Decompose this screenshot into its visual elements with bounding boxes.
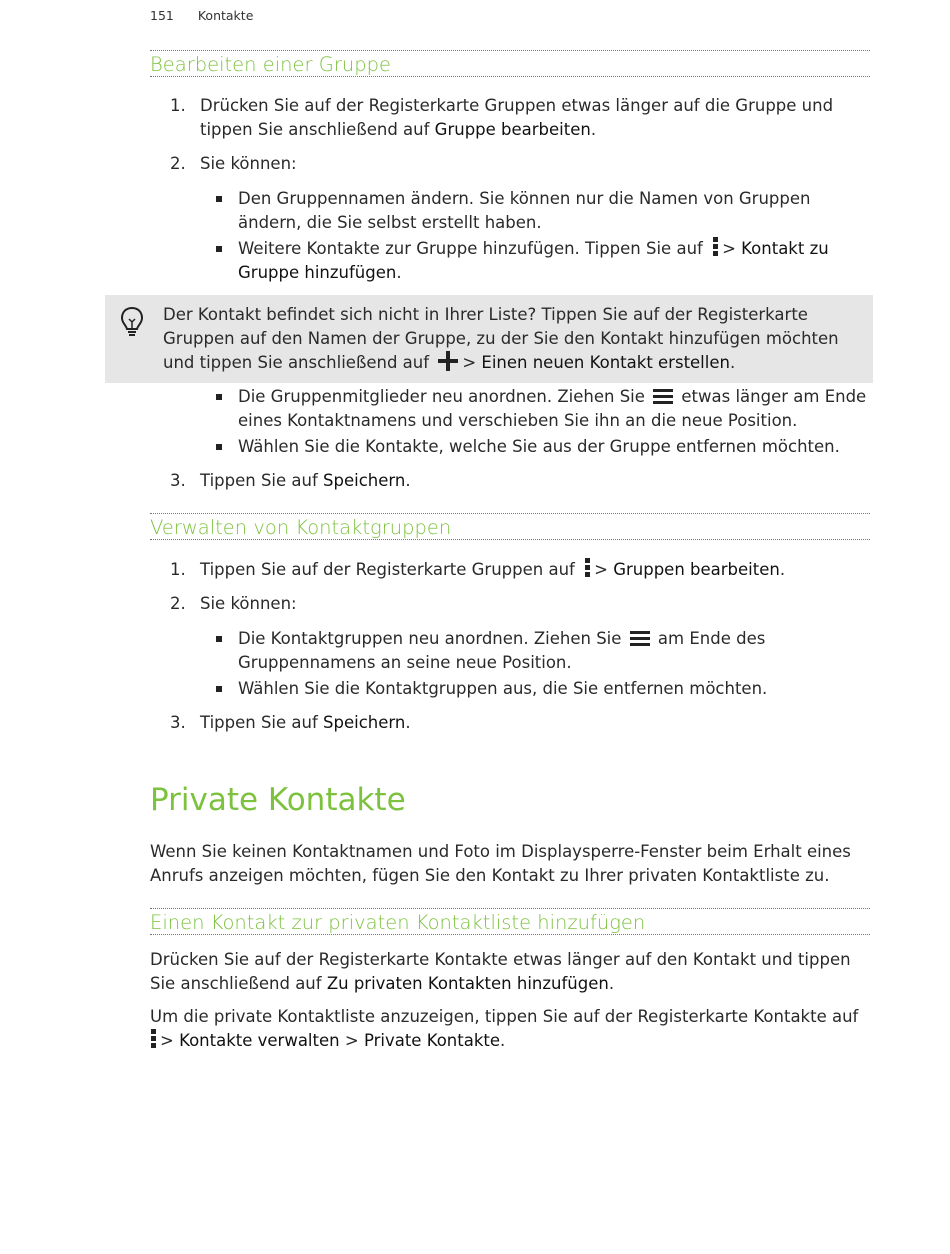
- section-title-edit-group: Bearbeiten einer Gruppe: [150, 50, 870, 77]
- chapter-title: Kontakte: [197, 8, 254, 23]
- page-header: [150, 8, 253, 23]
- private-intro: Wenn Sie keinen Kontaktnamen und Foto im Displaysperre-Fenster beim Erhalt eines Anrufs anzeigen möchten, fügen Sie den Kontakt zu Ihrer privaten Kontaktliste zu.: [150, 842, 851, 885]
- page-number: 151: [150, 8, 174, 23]
- bullet-dot: [216, 444, 222, 450]
- step-number: 2.: [170, 594, 186, 613]
- step-number: 1.: [170, 96, 186, 115]
- step-text: Sie können:: [200, 154, 297, 173]
- menu-icon: [712, 237, 718, 257]
- menu-icon: [150, 1029, 156, 1049]
- step-text: Drücken Sie auf der Registerkarte Gruppen etwas länger auf die Gruppe und tippen Sie anschließend auf Gruppe bearbeiten.: [200, 96, 834, 139]
- lightbulb-icon: [119, 305, 145, 341]
- step-number: 3.: [170, 713, 186, 732]
- tip-box: [105, 295, 873, 383]
- drag-handle-icon: [653, 388, 673, 404]
- section-title-manage-groups: Verwalten von Kontaktgruppen: [150, 513, 870, 540]
- step-number: 3.: [170, 471, 186, 490]
- bullet-dot: [216, 636, 222, 642]
- tip-text: Der Kontakt befindet sich nicht in Ihrer Liste? Tippen Sie auf der Registerkarte Gruppen auf den Namen der Gruppe, zu der Sie den Kontakt hinzufügen möchten und tippen Sie anschließend auf > Einen neuen Kontakt erstellen.: [163, 305, 839, 372]
- bullet-dot: [216, 196, 222, 202]
- page-title-private-contacts: Private Kontakte: [150, 782, 406, 818]
- bullet-dot: [216, 686, 222, 692]
- bullet-dot: [216, 394, 222, 400]
- step-number: 2.: [170, 154, 186, 173]
- drag-handle-icon: [630, 630, 650, 646]
- plus-icon: [438, 351, 458, 371]
- menu-icon: [584, 558, 590, 578]
- step-number: 1.: [170, 560, 186, 579]
- private-para-2: Um die private Kontaktliste anzuzeigen, tippen Sie auf der Registerkarte Kontakte auf > Kontakte verwalten > Private Kontakte.: [150, 1007, 859, 1050]
- bullet-dot: [216, 246, 222, 252]
- section-title-add-private: Einen Kontakt zur privaten Kontaktliste hinzufügen: [150, 908, 870, 935]
- private-para-1: Drücken Sie auf der Registerkarte Kontakte etwas länger auf den Kontakt und tippen Sie anschließend auf Zu privaten Kontakten hinzufügen.: [150, 950, 851, 993]
